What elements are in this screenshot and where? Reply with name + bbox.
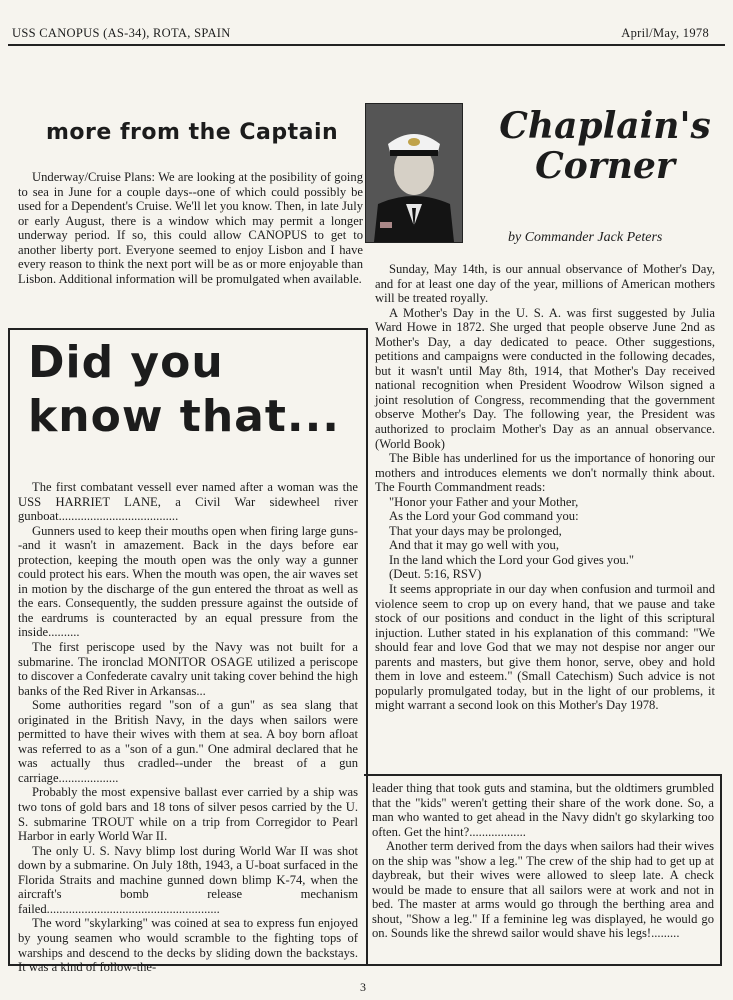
captain-article bbox=[18, 170, 363, 286]
chaplain-closing: It seems appropriate in our day when confusion and turmoil and violence seem to crop up on every hand, that we pause and take stock of our positions and conduct in the light of this scriptural injuction. Luther stated in his explanation of this command: "We should fear and love God that we may not despise nor anger our parents and masters, but give them honor, serve, obey and hold them in love and esteem." (Small Catechism) Such advice is not popularly promulgated today, but in the light of our problems, it might warrant a second look on this Mother's Day 1978. bbox=[375, 582, 715, 713]
captain-paragraph: Underway/Cruise Plans: We are looking at the posibility of going to sea in June for a couple days--one of which could possibly be used for a Dependent's Cruise. We'll let you know. Then, in late July or early August, there is a window which may permit a longer underway period. If so, this could allow CANOPUS to get to another liberty port. Everyone seemed to enjoy Lisbon and I have every reason to think the next port will be as or more enjoyable than Lisbon. Additional information will be promulgated when available. bbox=[18, 170, 363, 286]
fact-paragraph-continued: leader thing that took guts and stamina, but the oldtimers grumbled that the "kids" weren't getting their share of the work done. So, a man who wanted to get ahead in the Navy didn't go skylarking too often. Get the hint?.................. bbox=[372, 781, 714, 839]
did-you-know-continued bbox=[372, 781, 714, 941]
chaplain-paragraph-1: Sunday, May 14th, is our annual observance of Mother's Day, and for at least one day of the year, millions of American mothers will be treated royally. bbox=[375, 262, 715, 306]
did-you-know-title-line1: Did you bbox=[28, 337, 224, 388]
did-you-know-article bbox=[18, 480, 358, 975]
chaplain-photo bbox=[365, 103, 463, 243]
chaplain-byline: by Commander Jack Peters bbox=[508, 230, 663, 245]
chaplain-article bbox=[375, 262, 715, 713]
page-number: 3 bbox=[360, 980, 366, 994]
chaplain-title bbox=[480, 106, 730, 186]
masthead-left: USS CANOPUS (AS-34), ROTA, SPAIN bbox=[12, 26, 231, 40]
fact-paragraph: The first periscope used by the Navy was not built for a submarine. The ironclad MONITOR OSAGE utilized a periscope to discover a Confederate cavalry unit taking cover behind the high banks of the Red River in Arkansas... bbox=[18, 640, 358, 698]
fact-paragraph: The first combatant vessell ever named after a woman was the USS HARRIET LANE, a Civil War sidewheel river gunboat...................................... bbox=[18, 480, 358, 524]
commandment-line: That your days may be prolonged, bbox=[389, 523, 562, 538]
did-you-know-title-line2: know that... bbox=[28, 391, 341, 442]
fact-paragraph: The only U. S. Navy blimp lost during World War II was shot down by a submarine. On July 18th, 1943, a U-boat surfaced in the Florida Straits and machine gunned down blimp K-74, when the aircraft's bomb release mechanism failed....................................................... bbox=[18, 843, 358, 916]
fact-paragraph: Some authorities regard "son of a gun" as sea slang that originated in the British Navy, in the days when sailors were permitted to have their wives with them at sea. A boy born afloat was referred to as a "son of a gun." One admiral declared that he was actually thus cradled--under the breast of a gun carriage................... bbox=[18, 698, 358, 785]
fact-paragraph: Probably the most expensive ballast ever carried by a ship was two tons of gold bars and 18 tons of silver pesos carried by the U. S. submarine TROUT while on a trip from Corregidor to Pearl Harbor in early World War II. bbox=[18, 785, 358, 844]
officer-portrait-icon bbox=[366, 104, 462, 242]
captain-title: more from the Captain bbox=[46, 120, 339, 145]
chaplain-paragraph-2: A Mother's Day in the U. S. A. was first suggested by Julia Ward Howe in 1872. She urged that people observe June 2nd as Mother's Day, a day dedicated to peace. Other suggestions, petitions and campaigns were conducted in the following decades, but it wasn't until May 8th, 1914, that Mother's Day received national recognition when President Woodrow Wilson signed a joint resolution of Congress, recommending that the government observe Mother's Day. The following year, the President was authorized to proclaim Mother's Day as an annual observance. (World Book) bbox=[375, 305, 715, 451]
commandment-line: "Honor your Father and your Mother, bbox=[389, 494, 579, 509]
fact-paragraph: Gunners used to keep their mouths open when firing large guns--and it wasn't in amazement. Back in the days before ear protection, keeping the mouth open was the only way a gunner could protect his ears. When the mouth was open, the air waves set in motion by the discharge of the gun entered the throat as well as the ears. Consequently, the sudden pressure against the outside of the eardrums is counteracted by an equal pressure from the inside.......... bbox=[18, 523, 358, 640]
commandment-citation: (Deut. 5:16, RSV) bbox=[389, 567, 482, 582]
commandment-line: In the land which the Lord your God gives you." bbox=[389, 552, 635, 567]
did-you-know-title bbox=[28, 336, 340, 444]
chaplain-paragraph-3: The Bible has underlined for us the importance of honoring our mothers and introduces elements we don't normally think about. The Fourth Commandment reads: bbox=[375, 451, 715, 495]
commandment-line: And that it may go well with you, bbox=[389, 538, 559, 553]
chaplain-title-line1: Chaplain's bbox=[499, 105, 711, 147]
header-rule bbox=[8, 44, 725, 46]
fact-paragraph: The word "skylarking" was coined at sea to express fun enjoyed by young seamen who would scramble to the fighting tops of warships and descend to the decks by sliding down the backstays. It was a kind of follow-the- bbox=[18, 916, 358, 975]
chaplain-title-line2: Corner bbox=[535, 145, 675, 187]
fact-paragraph: Another term derived from the days when sailors had their wives on the ship was "show a leg." The crew of the ship had to get up at daybreak, but their wives were allowed to sleep late. A check would be made to ensure that all sailors were at work and not in bed. The master at arms would go through the berthing area and shout, "Show a leg." If a feminine leg was displayed, he would go on. Sounds like the shrewd sailor would shave his legs!......... bbox=[372, 839, 714, 941]
masthead-date: April/May, 1978 bbox=[621, 26, 709, 40]
commandment-line: As the Lord your God command you: bbox=[389, 509, 579, 524]
